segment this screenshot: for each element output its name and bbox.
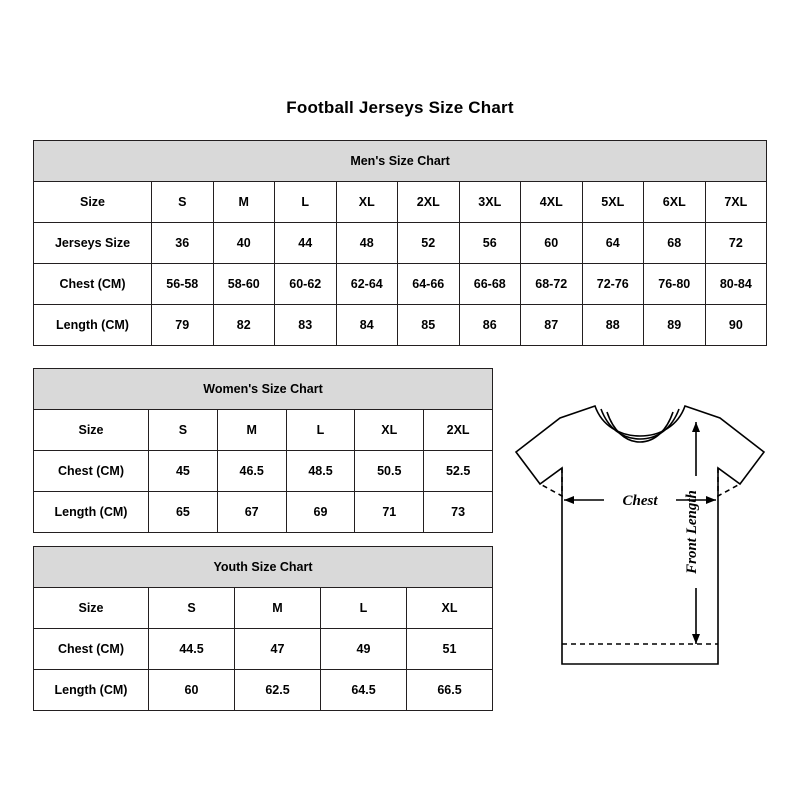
table-cell: 52 [398,223,460,264]
table-row [34,410,493,451]
table-cell: 5XL [582,182,644,223]
table-cell: 45 [149,451,218,492]
womens-size-table [33,368,493,533]
table-row [34,629,493,670]
table-cell: 46.5 [217,451,286,492]
table-cell: 82 [213,305,275,346]
table-row [34,305,767,346]
table-cell: L [321,588,407,629]
table-header-row [34,369,493,410]
table-cell: 83 [275,305,337,346]
table-cell: 84 [336,305,398,346]
table-cell: L [286,410,355,451]
table-cell: 87 [521,305,583,346]
table-cell: 64.5 [321,670,407,711]
table-cell: 44.5 [149,629,235,670]
table-cell: 51 [407,629,493,670]
table-cell: 79 [152,305,214,346]
table-row [34,670,493,711]
table-cell: 85 [398,305,460,346]
youth-size-table [33,546,493,711]
womens-table-title: Women's Size Chart [34,369,493,410]
table-cell: 48 [336,223,398,264]
table-cell: 65 [149,492,218,533]
table-cell: XL [355,410,424,451]
table-row [34,588,493,629]
table-cell: 56-58 [152,264,214,305]
jersey-diagram [500,392,780,692]
table-cell: 72-76 [582,264,644,305]
table-row [34,264,767,305]
row-label: Length (CM) [34,305,152,346]
table-cell: 50.5 [355,451,424,492]
table-cell: 4XL [521,182,583,223]
table-cell: XL [407,588,493,629]
table-cell: L [275,182,337,223]
table-header-row [34,547,493,588]
row-label: Chest (CM) [34,629,149,670]
table-cell: 69 [286,492,355,533]
womens-size-chart [33,368,492,533]
table-cell: 71 [355,492,424,533]
table-cell: 88 [582,305,644,346]
row-label: Chest (CM) [34,264,152,305]
table-cell: 68 [644,223,706,264]
table-cell: 56 [459,223,521,264]
table-cell: 66-68 [459,264,521,305]
table-header-row [34,141,767,182]
table-cell: 60-62 [275,264,337,305]
table-cell: 62-64 [336,264,398,305]
table-cell: 89 [644,305,706,346]
youth-table-title: Youth Size Chart [34,547,493,588]
table-cell: 52.5 [424,451,493,492]
table-cell: 76-80 [644,264,706,305]
table-cell: 66.5 [407,670,493,711]
table-cell: S [149,588,235,629]
row-label: Size [34,410,149,451]
table-cell: M [213,182,275,223]
table-cell: 62.5 [235,670,321,711]
table-cell: 68-72 [521,264,583,305]
youth-size-chart [33,546,492,711]
table-cell: 44 [275,223,337,264]
table-cell: 80-84 [705,264,767,305]
mens-size-table [33,140,767,346]
row-label: Length (CM) [34,670,149,711]
table-cell: XL [336,182,398,223]
table-cell: 90 [705,305,767,346]
table-row [34,451,493,492]
table-row [34,492,493,533]
table-cell: 67 [217,492,286,533]
table-cell: 60 [521,223,583,264]
table-cell: 40 [213,223,275,264]
table-row [34,223,767,264]
table-row [34,182,767,223]
neck-line-inner [607,412,673,442]
table-cell: S [149,410,218,451]
table-cell: 47 [235,629,321,670]
front-length-label: Front Length [684,490,700,574]
table-cell: 48.5 [286,451,355,492]
table-cell: 64-66 [398,264,460,305]
table-cell: 49 [321,629,407,670]
page-title: Football Jerseys Size Chart [286,98,514,117]
table-cell: 7XL [705,182,767,223]
jersey-outline [516,406,764,664]
table-cell: 73 [424,492,493,533]
table-cell: 3XL [459,182,521,223]
table-cell: 58-60 [213,264,275,305]
table-cell: 64 [582,223,644,264]
table-cell: S [152,182,214,223]
table-cell: M [235,588,321,629]
row-label: Chest (CM) [34,451,149,492]
table-cell: 72 [705,223,767,264]
row-label: Size [34,182,152,223]
chest-label: Chest [622,493,658,509]
mens-table-title: Men's Size Chart [34,141,767,182]
row-label: Length (CM) [34,492,149,533]
table-cell: 2XL [424,410,493,451]
table-cell: 36 [152,223,214,264]
table-cell: M [217,410,286,451]
row-label: Size [34,588,149,629]
mens-size-chart [33,140,767,346]
table-cell: 2XL [398,182,460,223]
row-label: Jerseys Size [34,223,152,264]
table-cell: 6XL [644,182,706,223]
table-cell: 86 [459,305,521,346]
table-cell: 60 [149,670,235,711]
